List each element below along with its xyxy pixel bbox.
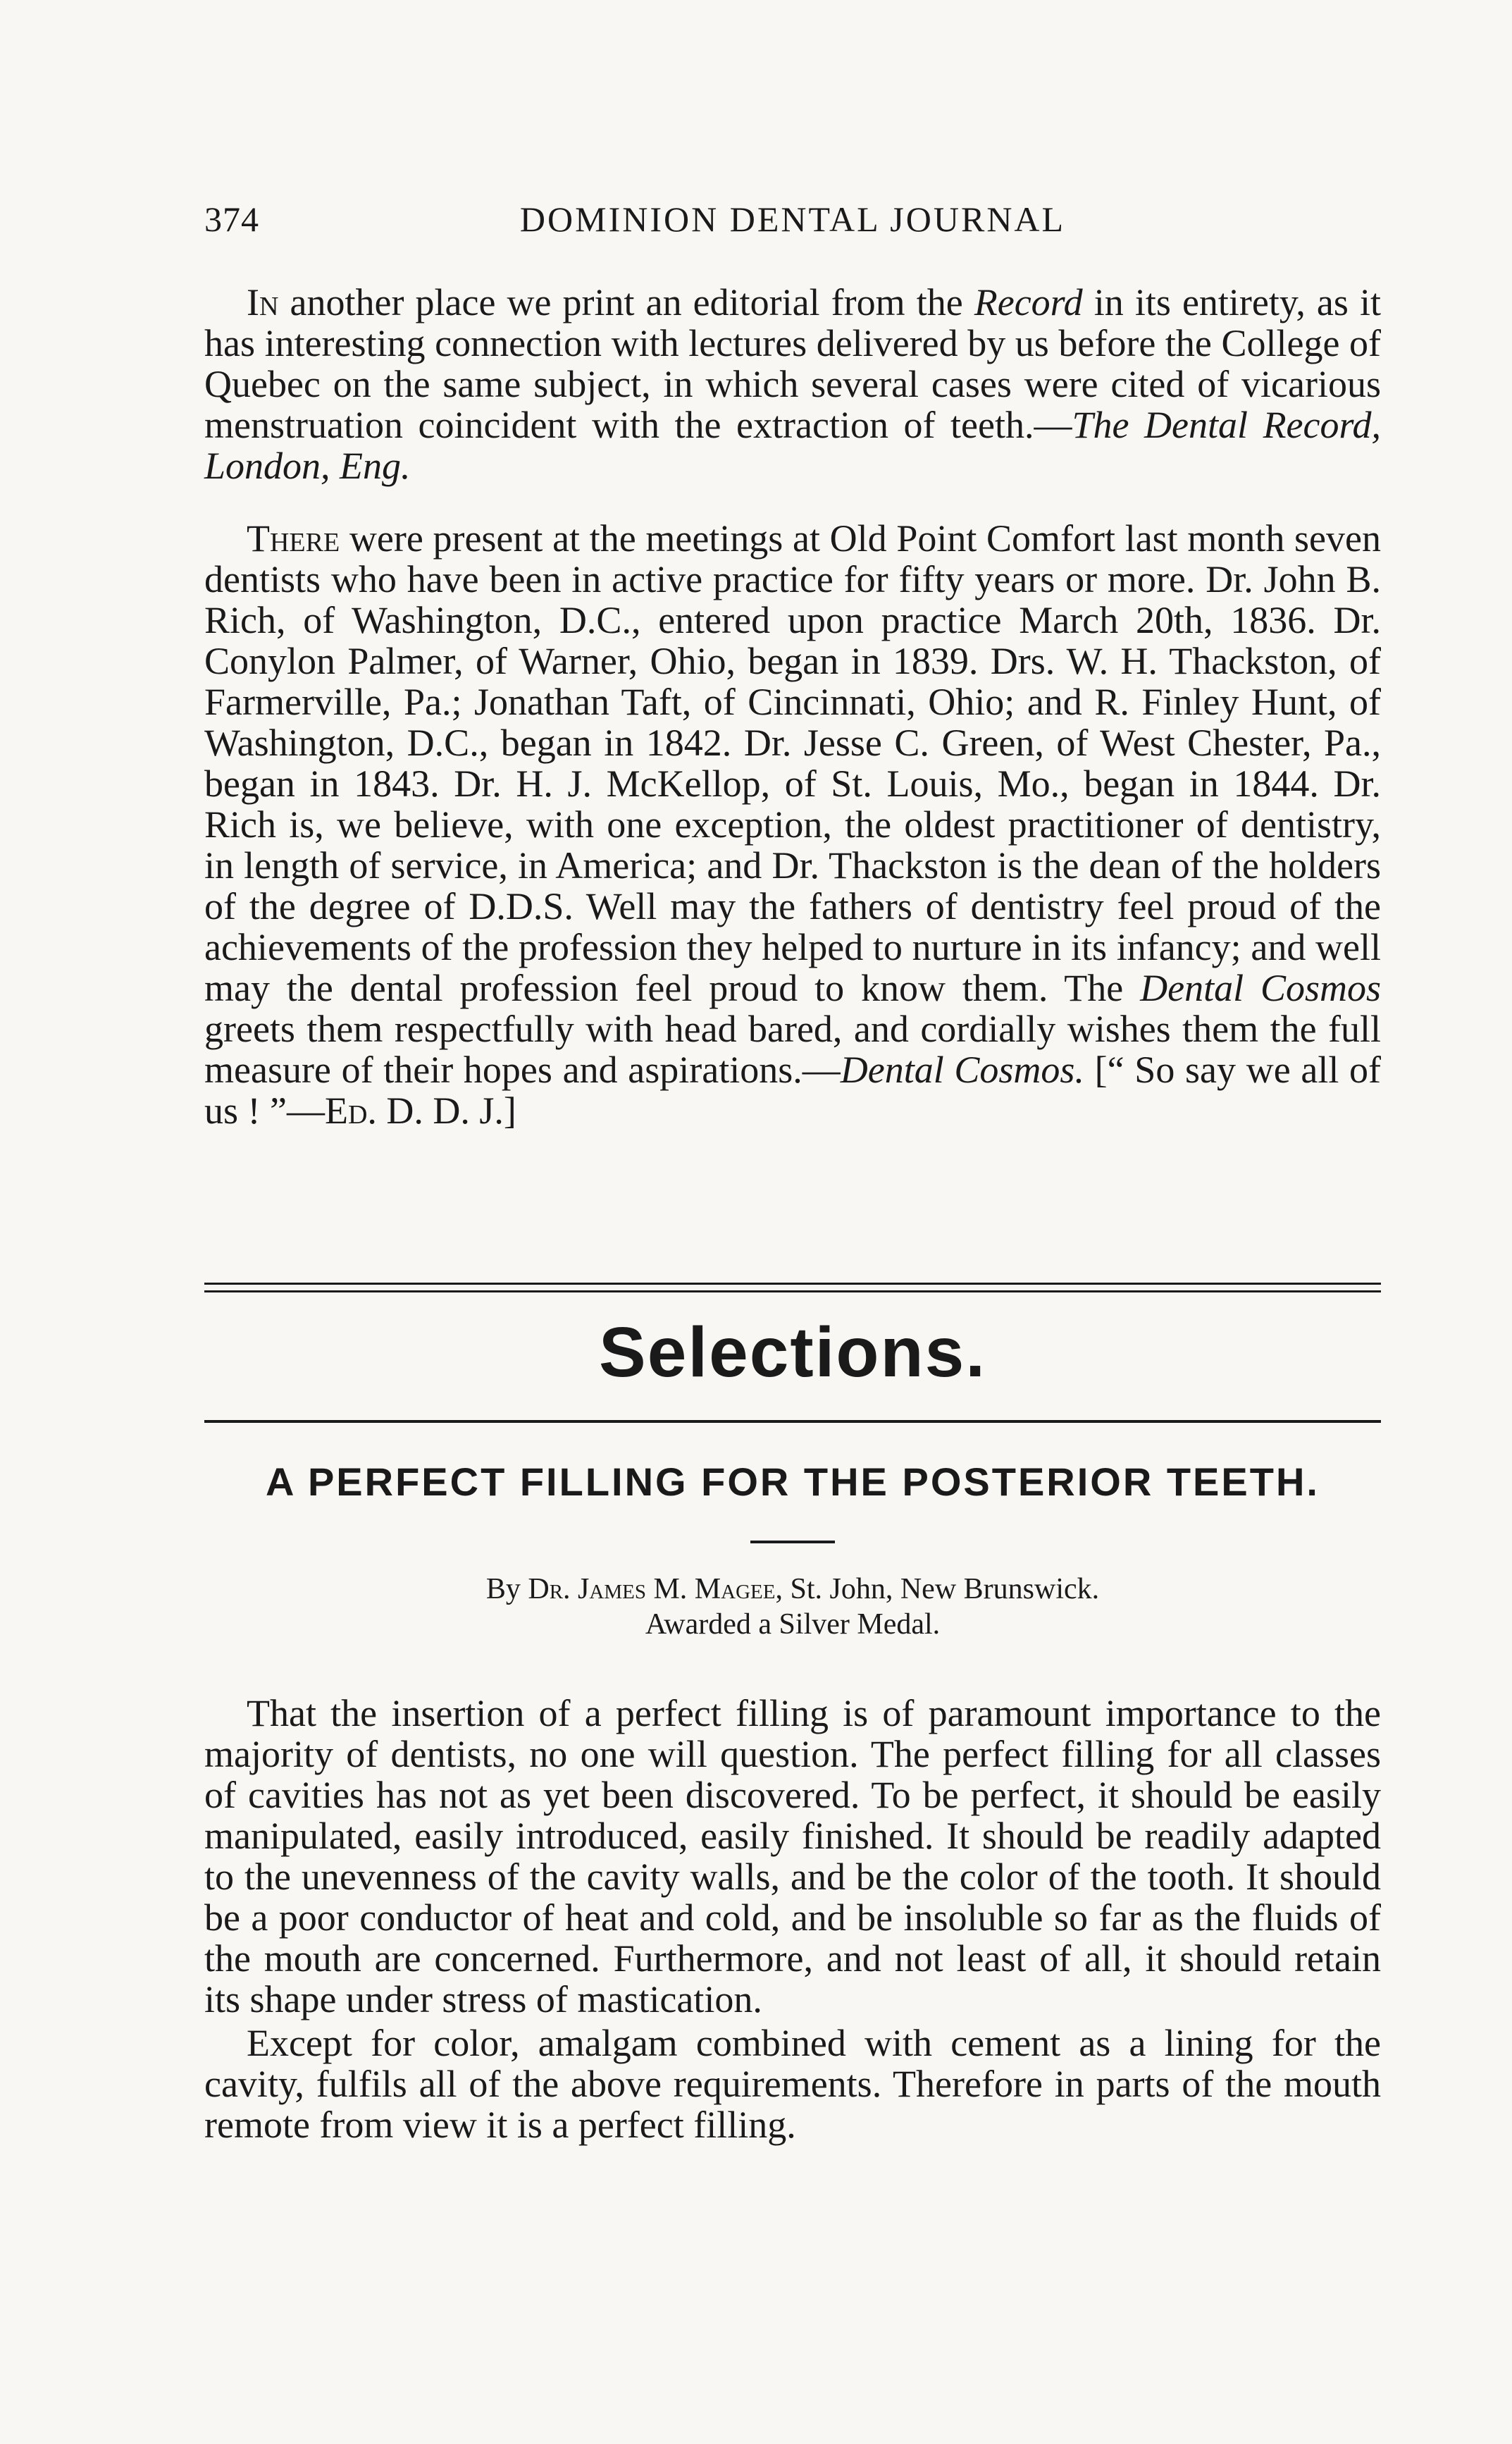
citation: Dental Cosmos. (840, 1049, 1084, 1091)
section-title: Selections. (599, 1313, 986, 1392)
journal-title: DOMINION DENTAL JOURNAL (519, 199, 1066, 239)
editorial-note-record (204, 282, 1381, 486)
byline-place: St. John, New Brunswick. (782, 1573, 1100, 1605)
editor-signature: Ed. D. D. J.] (324, 1090, 516, 1132)
byline-prefix: By (485, 1573, 528, 1605)
byline (204, 1572, 1381, 1642)
article-paragraph-1 (204, 1693, 1381, 2020)
editorial-note-cosmos (204, 518, 1381, 1131)
paragraph-text: were present at the meetings at Old Point Comfort last month seven dentists who have been in active practice for fifty years or more. Dr. John B. Rich, of Washington, D.C., entered upon practice March 20th, 1836. Dr. Conylon Palmer, of Warner, Ohio, began in 1839. Drs. W. H. Thackston, of Farmerville, Pa.; Jonathan Taft, of Cincinnati, Ohio; and R. Finley Hunt, of Washington, D.C., began in 1842. Dr. Jesse C. Green, of West Chester, Pa., began in 1843. Dr. H. J. McKellop, of St. Louis, Mo., began in 1844. Dr. Rich is, we believe, with one exception, the oldest practitioner of dentistry, in length of service, in America; and Dr. Thackston is the dean of the holders of the degree of D.D.S. Well may the fathers of dentistry feel proud of the achievements of the profession they helped to nurture in its infancy; and well may the dental profession feel proud to know them. The (204, 517, 1381, 1009)
paragraph-text: Except for color, amalgam combined with cement as a lining for the cavity, fulfils all of the above requirements. Therefore in parts of the mouth remote from view it is a perfect filling. (204, 2022, 1381, 2146)
paragraph-text: greets them respectfully with head bared, and cordially wishes them the full measure of their hopes and aspirations.— (204, 1008, 1381, 1091)
editor-note: [“ So say we all of us ! ”— (204, 1049, 1382, 1132)
article-paragraph-2 (204, 2023, 1381, 2145)
record-title: Record (974, 281, 1083, 323)
title-rule (750, 1541, 835, 1543)
page-number: 374 (204, 199, 259, 239)
lead-word: In (247, 281, 279, 323)
article-title: A PERFECT FILLING FOR THE POSTERIOR TEETH. (266, 1459, 1320, 1504)
byline-author: Dr. James M. Magee, (528, 1573, 783, 1605)
lead-word: There (247, 517, 340, 560)
cosmos-title: Dental Cosmos (1140, 967, 1382, 1009)
section-divider (204, 1283, 1381, 1297)
section-rule (204, 1420, 1381, 1423)
award-line: Awarded a Silver Medal. (645, 1608, 941, 1641)
running-head (204, 199, 1381, 248)
paragraph-text: another place we print an editorial from the (278, 281, 974, 323)
paragraph-text: in its entirety, as it has interesting connection with lectures delivered by us before the College of Quebec on the same subject, in which several cases were cited of vicarious menstruation coincident with the extraction of teeth.— (204, 281, 1381, 446)
paragraph-text: That the insertion of a perfect filling is of paramount importance to the majority of dentists, no one will question. The perfect filling for all classes of cavities has not as yet been discovered. To be perfect, it should be easily manipulated, easily introduced, easily finished. It should be readily adapted to the unevenness of the cavity walls, and be the color of the tooth. It should be a poor conductor of heat and cold, and be insoluble so far as the fluids of the mouth are concerned. Furthermore, and not least of all, it should retain its shape under stress of mastication. (204, 1692, 1381, 2020)
citation: The Dental Record, London, Eng. (204, 404, 1381, 487)
